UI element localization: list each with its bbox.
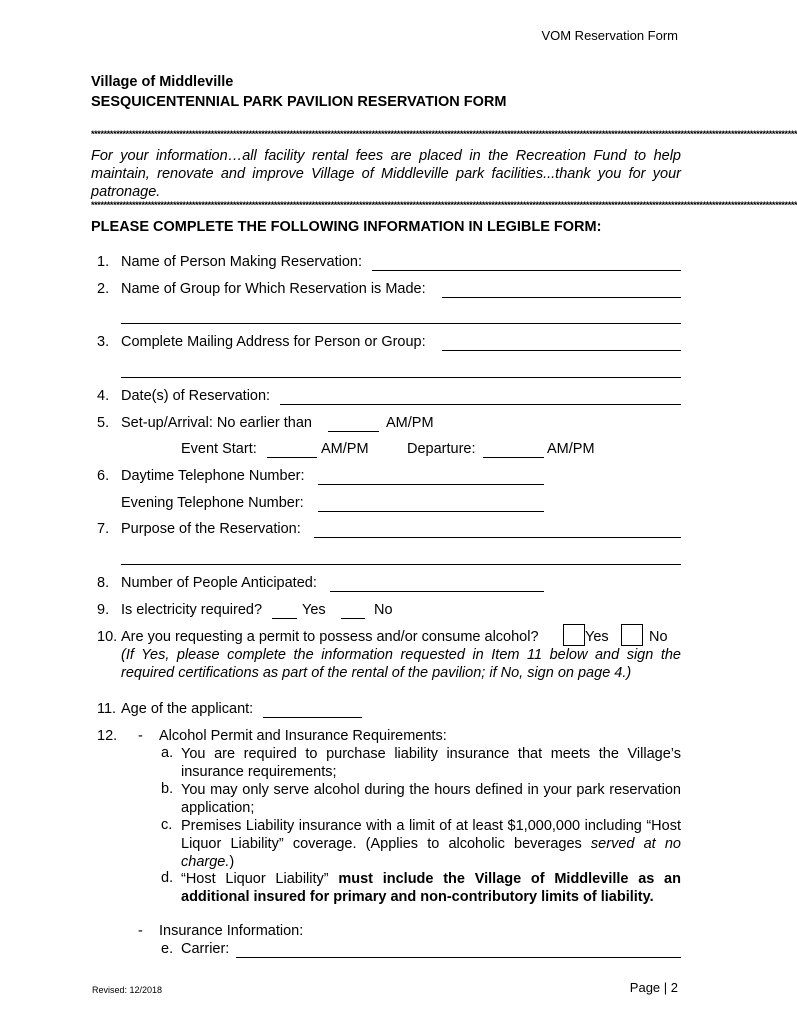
carrier-field[interactable] [236, 957, 681, 958]
arrival-time-field[interactable] [328, 431, 379, 432]
alcohol-yes-checkbox[interactable] [563, 624, 585, 646]
electricity-yes-field[interactable] [272, 618, 297, 619]
list-letter: c. [161, 817, 173, 833]
evening-phone-label: Evening Telephone Number: [121, 495, 304, 511]
list-letter: d. [161, 870, 174, 886]
instruction-heading: PLEASE COMPLETE THE FOLLOWING INFORMATION IN LEGIBLE FORM: [91, 219, 602, 235]
question-4-label: Date(s) of Reservation: [121, 388, 271, 404]
group-name-field-line-2[interactable] [121, 323, 681, 324]
info-text: For your information…all facility rental fees are placed in the Recreation Fund to help maintain, renovate and improve Village of Middleville park facilities...thank you for your patronage. [91, 148, 681, 200]
requirement-c-emphasis: served at no charge. [181, 836, 681, 870]
person-name-field[interactable] [372, 270, 681, 271]
separator-bottom: ******************************************************************************************************************************************************************************************************************************** [91, 200, 797, 210]
alcohol-note: (If Yes, please complete the information requested in Item 11 below and sign the required certifications as part of the rental of the pavilion; if No, sign on page 4.) [121, 647, 681, 681]
item-number: 1. [97, 254, 110, 270]
page-number: Page | 2 [629, 980, 678, 995]
item-number: 3. [97, 334, 110, 350]
requirement-d [181, 870, 681, 906]
alcohol-no-checkbox[interactable] [621, 624, 643, 646]
yes-label: Yes [585, 629, 609, 645]
evening-phone-field[interactable] [318, 511, 544, 512]
question-10-label: Are you requesting a permit to possess and/or consume alcohol? [121, 629, 539, 645]
question-5-label: Set-up/Arrival: No earlier than [121, 415, 312, 431]
item-number: 8. [97, 575, 110, 591]
no-label: No [374, 602, 393, 618]
purpose-field[interactable] [314, 537, 681, 538]
item-number: 12. [97, 728, 118, 744]
item-number: 5. [97, 415, 110, 431]
ampm-label: AM/PM [321, 441, 369, 457]
group-name-field[interactable] [442, 297, 681, 298]
bullet-dash: - [138, 728, 143, 744]
question-3-label: Complete Mailing Address for Person or Group: [121, 334, 426, 350]
requirement-d-bold: must include the Village of Middleville as an additional insured for primary and non-contributory limits of liability. [181, 871, 681, 905]
requirement-c-close: ) [229, 854, 235, 870]
alcohol-requirements-heading: Alcohol Permit and Insurance Requirements: [159, 728, 447, 744]
event-start-label: Event Start: [181, 441, 257, 457]
organization-title: Village of Middleville [91, 74, 234, 90]
item-number: 6. [97, 468, 110, 484]
requirement-b: You may only serve alcohol during the hours defined in your park reservation application; [181, 782, 681, 816]
item-number: 2. [97, 281, 110, 297]
people-count-field[interactable] [330, 591, 544, 592]
item-number: 7. [97, 521, 110, 537]
requirement-c [181, 817, 681, 871]
electricity-no-field[interactable] [341, 618, 365, 619]
revision-date: Revised: 12/2018 [92, 985, 163, 995]
question-11-label: Age of the applicant: [121, 701, 254, 717]
departure-field[interactable] [483, 457, 544, 458]
mailing-address-field-line-2[interactable] [121, 377, 681, 378]
ampm-label: AM/PM [386, 415, 434, 431]
event-start-field[interactable] [267, 457, 317, 458]
departure-label: Departure: [407, 441, 476, 457]
requirement-c-text: Premises Liability insurance with a limit of at least $1,000,000 including “Host Liquor Liability” coverage. (Applies to alcoholic beverages [181, 818, 681, 852]
reservation-dates-field[interactable] [280, 404, 681, 405]
item-number: 11. [97, 701, 117, 717]
question-9-label: Is electricity required? [121, 602, 263, 618]
mailing-address-field[interactable] [442, 350, 681, 351]
question-7-label: Purpose of the Reservation: [121, 521, 301, 537]
carrier-label: Carrier: [181, 941, 230, 957]
item-number: 10. [97, 629, 118, 645]
requirement-a: You are required to purchase liability insurance that meets the Village’s insurance requirements; [181, 746, 681, 780]
form-header: VOM Reservation Form [541, 28, 678, 43]
insurance-info-heading: Insurance Information: [159, 923, 304, 939]
purpose-field-line-2[interactable] [121, 564, 681, 565]
daytime-phone-label: Daytime Telephone Number: [121, 468, 305, 484]
daytime-phone-field[interactable] [318, 484, 544, 485]
separator-top: ******************************************************************************************************************************************************************************************************************************** [91, 129, 797, 139]
form-title: SESQUICENTENNIAL PARK PAVILION RESERVATION FORM [91, 94, 507, 110]
question-8-label: Number of People Anticipated: [121, 575, 317, 591]
bullet-dash: - [138, 923, 143, 939]
requirement-d-text: “Host Liquor Liability” [181, 871, 339, 887]
list-letter: a. [161, 745, 174, 761]
no-label: No [649, 629, 668, 645]
ampm-label: AM/PM [547, 441, 595, 457]
item-number: 9. [97, 602, 110, 618]
item-number: 4. [97, 388, 110, 404]
question-2-label: Name of Group for Which Reservation is Made: [121, 281, 426, 297]
question-1-label: Name of Person Making Reservation: [121, 254, 362, 270]
applicant-age-field[interactable] [263, 717, 362, 718]
list-letter: b. [161, 781, 174, 797]
yes-label: Yes [302, 602, 326, 618]
list-letter: e. [161, 941, 174, 957]
